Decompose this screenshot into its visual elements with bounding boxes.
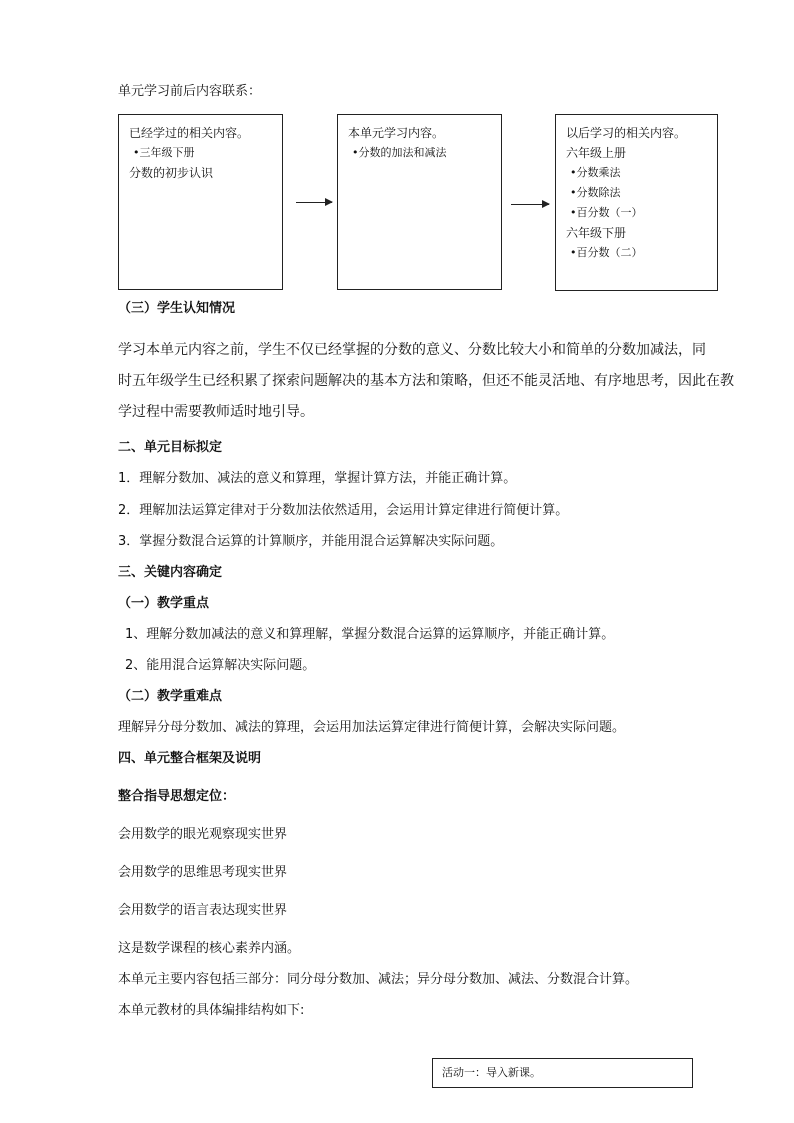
current-content-item: •分数的加法和减法 [352,146,447,159]
current-content-box [337,114,502,290]
prior-content-box [118,114,283,290]
future-content-box [555,114,718,291]
list-item: •分数除法 [570,186,621,199]
difficulty-heading: （二）教学重难点 [118,689,223,704]
list-item: •百分数（一） [570,206,643,219]
structure-text: 本单元教材的具体编排结构如下: [118,1003,305,1018]
goal-item: 2．理解加法运算定律对于分数加法依然适用，会运用计算定律进行简便计算。 [118,503,569,518]
paragraph-line: 学习本单元内容之前，学生不仅已经掌握的分数的意义、分数比较大小和简单的分数加减法，同 [118,342,706,358]
grade-six-second-term: 六年级下册 [566,226,627,240]
guide-line: 会用数学的思维思考现实世界 [118,865,288,880]
activity-label: 活动一：导入新课。 [442,1066,541,1079]
future-content-title: 以后学习的相关内容。 [566,126,687,140]
goals-heading: 二、单元目标拟定 [118,440,223,455]
focus-heading: （一）教学重点 [118,596,210,611]
goal-item: 3．掌握分数混合运算的计算顺序，并能用混合运算解决实际问题。 [118,534,504,549]
relation-heading: 单元学习前后内容联系： [118,84,262,99]
paragraph-line: 时五年级学生已经积累了探索问题解决的基本方法和策略，但还不能灵活地、有序地思考，因此在教 [118,373,734,389]
guide-heading: 整合指导思想定位： [118,789,236,804]
arrow-right-icon [511,204,549,205]
paragraph-line: 学过程中需要教师适时地引导。 [118,404,314,420]
list-item: •百分数（二） [570,246,643,259]
focus-item: 1、理解分数加减法的意义和算理解，掌握分数混合运算的运算顺序，并能正确计算。 [125,627,615,642]
arrow-right-icon [296,202,332,203]
guide-line: 会用数学的眼光观察现实世界 [118,827,288,842]
core-literacy-text: 这是数学课程的核心素养内涵。 [118,941,301,956]
prior-content-title: 已经学过的相关内容。 [129,126,250,140]
guide-line: 会用数学的语言表达现实世界 [118,903,288,918]
list-item: •分数乘法 [570,166,621,179]
prior-content-note: 分数的初步认识 [129,166,214,180]
unit-content-text: 本单元主要内容包括三部分：同分母分数加、减法；异分母分数加、减法、分数混合计算。 [118,972,639,987]
cognition-heading: （三）学生认知情况 [118,301,236,316]
goal-item: 1．理解分数加、减法的意义和算理，掌握计算方法，并能正确计算。 [118,471,517,486]
current-content-title: 本单元学习内容。 [348,126,445,140]
difficulty-text: 理解异分母分数加、减法的算理，会运用加法运算定律进行简便计算，会解决实际问题。 [118,720,626,735]
focus-item: 2、能用混合运算解决实际问题。 [125,658,316,673]
key-content-heading: 三、关键内容确定 [118,565,223,580]
activity-box [432,1058,693,1088]
grade-six-first-term: 六年级上册 [566,146,627,160]
prior-content-item: •三年级下册 [133,146,195,159]
framework-heading: 四、单元整合框架及说明 [118,751,262,766]
